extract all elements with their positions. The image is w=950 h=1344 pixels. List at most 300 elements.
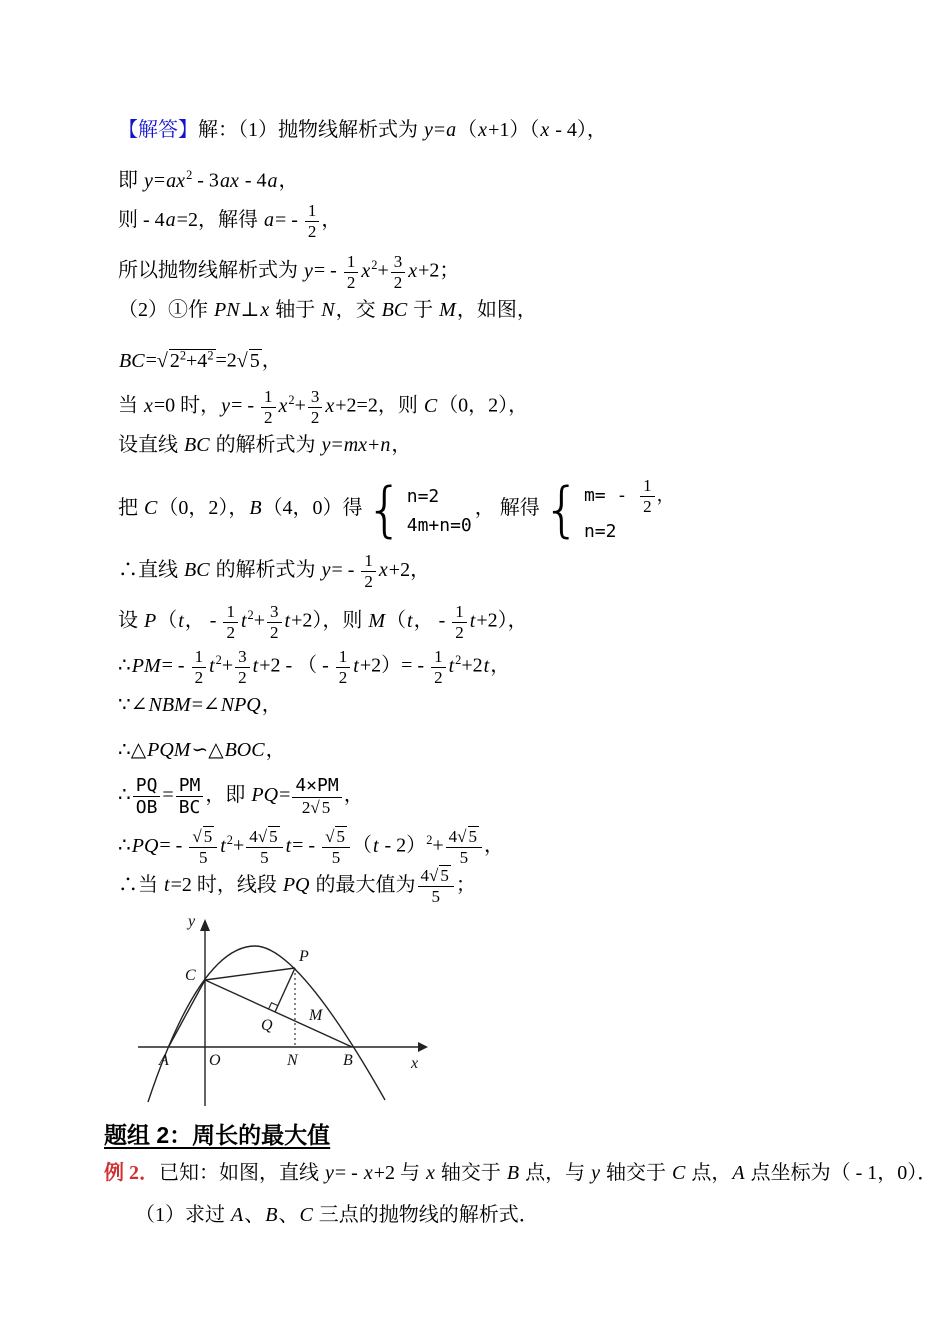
fraction [640,476,655,517]
radical-sign: √ [310,797,320,817]
example-2-question-1 [135,1194,910,1236]
text-run: = [331,434,343,456]
fraction [235,647,250,688]
text-run: （0，2）， [438,394,529,417]
point-label-a: A [159,1052,169,1069]
figure-parabola-graph [130,910,430,1110]
math-var: BC [184,434,210,456]
superscript: 2 [226,833,233,847]
fraction [431,647,446,688]
math-var: x [361,259,371,282]
text-run: 1 [346,251,356,271]
text-run: 的最大值为 [310,874,416,896]
radical-sign: √ [429,865,439,885]
text-run: =∠ [191,694,220,716]
text-run: 的解析式为 [210,559,321,581]
point-label-q: Q [261,1017,273,1034]
superscript: 2 [371,258,378,272]
text-run: = [162,784,174,806]
solution-line-1 [118,108,910,153]
text-run: = - [292,834,321,857]
text-run: ， [484,834,505,857]
text-run: ； [455,874,476,896]
numerator [189,827,217,847]
superscript: 2 [455,653,462,667]
radical-sign: √ [257,826,268,846]
math-var: y [321,559,331,581]
text-run: 解：（1）抛物线解析式为 [198,119,423,141]
numerator [361,551,376,571]
fraction [446,827,482,868]
fraction [246,827,282,868]
text-run: 则 - 4 [118,209,165,231]
math-var: x [408,259,418,282]
text-run: ∵∠ [118,694,148,716]
math-var: NBM [148,694,191,716]
text-run: 1 [307,200,317,220]
math-var: ax [219,169,239,192]
text-run: 、 [278,1204,299,1226]
text-run: ， [321,209,342,231]
math-var: M [368,609,386,632]
text-run: ⊥ [240,299,260,321]
text-run: 3 [393,251,403,271]
solution-block [118,108,910,908]
text-run: 1 [264,386,273,406]
math-var: y [304,259,313,282]
math-var: t [252,654,259,677]
superscript: 2 [215,653,222,667]
text-run: 2 [169,349,180,372]
text-run: +2 [461,654,483,677]
text-run: （ [351,834,372,857]
fraction [308,387,323,428]
math-var: y [325,1162,334,1184]
solution-line-14 [118,728,910,773]
math-var: a [267,169,278,192]
fraction [292,775,341,817]
math-var: PQ [131,834,159,857]
math-var: B [506,1162,520,1184]
text-run: 2 [194,667,204,687]
solution-line-11 [118,593,910,642]
math-var: BC [119,349,145,372]
text-run: 2 [393,272,403,292]
text-run: ， [261,694,282,716]
text-run: 即 [118,169,143,192]
text-run: ， [261,349,282,372]
text-run: （ [386,609,407,632]
numerator [305,201,320,221]
text-run: +2）= - [359,654,430,677]
text-run: （ [457,119,478,141]
sqrt [429,865,451,885]
text-run: ∴ [118,654,131,677]
text-run: 2 [310,407,320,427]
text-run: +2=2，则 [335,394,423,417]
denominator [305,221,320,242]
denominator [292,797,341,818]
point-label-c: C [185,967,196,984]
fraction [176,775,204,818]
text-run: ，如图， [456,299,537,321]
math-var: BC [184,559,210,581]
math-var: PN [214,299,240,321]
solution-line-15 [118,773,910,818]
superscript: 2 [207,348,214,362]
text-run: ， 解得 [474,497,540,519]
math-var: y [591,1162,601,1184]
text-run: + [432,834,444,857]
text-run: ， [490,654,511,677]
text-run: ， [265,739,286,761]
text-run: = [433,119,446,141]
text-run: （1）求过 [135,1204,230,1226]
figure-svg [130,910,430,1110]
text-run: - 2） [379,834,427,857]
text-run: 1 [194,646,204,666]
math-var: C [144,497,158,519]
radicand [439,865,451,885]
equation-system [543,469,675,549]
solution-line-8 [118,423,910,468]
math-var: x [378,559,388,581]
math-var: t [164,874,170,896]
solution-line-3 [118,198,910,243]
text-run: 5 [440,865,449,885]
text-run: 1 [643,475,652,495]
numerator [292,775,341,796]
text-run: =0 时， [153,394,221,417]
fraction [391,252,406,293]
axis-label-x: x [411,1055,419,1072]
numerator [267,602,282,622]
denominator [431,667,446,688]
math-var: y [424,119,433,141]
math-var: ax [166,169,186,192]
text-run: 轴交于 [601,1162,672,1184]
text-run: = [145,349,157,372]
text-run: 5 [199,847,208,867]
point-label-o: O [209,1052,221,1069]
numerator [640,476,655,496]
solution-line-5 [118,288,910,333]
section-2-heading-text: 题组 2：周长的最大值 [104,1122,331,1148]
text-run: +1）（ [488,119,540,141]
numerator [344,252,359,272]
solution-line-16 [118,818,910,867]
text-run: ， [391,434,412,456]
numerator [446,827,482,847]
math-var: M [439,299,456,321]
denominator [336,667,351,688]
y-axis-arrow [200,919,210,931]
sqrt [258,826,280,846]
text-run: 2 [264,407,273,427]
math-var: P [144,609,157,632]
text-run: ， [278,169,299,192]
text-run: 3 [238,646,247,666]
text-run: （ [157,609,178,632]
text-run: （2）①作 [118,299,213,321]
text-run: 于 [408,299,439,321]
text-run: = - [161,654,190,677]
axis-label-y: y [188,913,196,930]
fraction [418,866,454,907]
math-var: a [446,119,457,141]
text-run: +2， [388,559,431,581]
math-var: B [265,1204,278,1226]
math-var: PQ [251,784,279,806]
text-run: + [377,259,389,282]
numerator [452,602,467,622]
text-run: ∴当 [118,874,163,896]
numerator [431,647,446,667]
text-run: 5 [260,847,269,867]
point-label-p: P [299,948,309,965]
fraction [192,647,207,688]
text-run: 4 [448,826,458,846]
text-run: 轴于 [270,299,321,321]
solution-line-12 [118,638,910,687]
text-run: +2），则 [291,609,368,632]
text-run: （4，0）得 [262,497,363,519]
math-var: x [278,394,288,417]
solution-line-6 [118,333,910,378]
text-run: +2）， [476,609,528,632]
text-run: 2 [226,622,235,642]
fraction [361,551,376,592]
text-run: 4 [420,865,430,885]
math-var: t [178,609,184,632]
math-var: t [372,834,379,857]
math-var: x [144,394,153,417]
text-run: = - [313,259,342,282]
text-run: = - [159,834,188,857]
radical-sign: √ [192,826,202,846]
mono-run: 4m+n=0 [406,514,472,536]
text-run: 把 [118,497,143,519]
point-label-n: N [287,1052,298,1069]
text-run: =2 时，线段 [170,874,282,896]
superscript: 2 [288,393,295,407]
equation-system [366,469,472,549]
math-var: BOC [224,739,265,761]
text-run: 点坐标为（ - 1，0）． [745,1162,938,1184]
text-run: 1 [434,646,443,666]
math-var: x [363,1162,373,1184]
denominator [133,796,161,818]
text-run: 2 [346,272,356,292]
text-run: = - [274,209,303,231]
text-run: 已知：如图，直线 [159,1162,324,1184]
denominator [418,886,454,907]
math-var: PQ [282,874,310,896]
solution-line-2 [118,153,910,198]
text-run: 2 [364,571,373,591]
radicand [321,797,333,817]
radicand [335,826,347,846]
segment-pq [275,968,295,1012]
solution-line-17 [118,863,910,908]
numerator [176,775,204,796]
radical-sign: √ [325,826,335,846]
numerator [418,866,454,886]
math-var: x [426,1162,435,1184]
math-var: C [423,394,438,417]
text-run: ， - [184,609,222,632]
mono-run: n=2 [406,485,440,507]
text-run: 1 [338,646,348,666]
radical-sign: √ [236,349,248,372]
numerator [133,775,161,796]
text-run: =2 [215,349,237,372]
mono-run: n=2 [583,520,617,542]
text-run: = - [334,1162,363,1184]
solution-line-13 [118,683,910,728]
mono-run: BC [178,796,201,818]
math-var: NPQ [220,694,261,716]
math-var: mx [343,434,368,456]
sqrt [457,826,479,846]
example-2-statement [104,1152,938,1194]
denominator [361,571,376,592]
solution-line-9 [118,468,910,548]
text-run: 4 [249,826,258,846]
fraction [322,827,350,868]
text-run: 5 [331,847,341,867]
text-run: 5 [468,826,478,846]
mono-run: ， [656,484,675,506]
numerator [322,827,350,847]
text-run: 点， [686,1162,732,1184]
math-var: x [325,394,335,417]
text-run: 所以抛物线解析式为 [118,259,303,282]
text-run: 2 [307,221,317,241]
text-run: （0，2）， [158,497,249,519]
numerator [261,387,276,407]
math-var: t [284,609,291,632]
text-run: 2 [643,496,652,516]
solution-line-7 [118,378,910,427]
math-var: t [240,609,247,632]
fraction [261,387,276,428]
sqrt [310,797,332,817]
sqrt [192,826,214,846]
text-run: 5 [431,886,440,906]
text-run: 2 [238,667,247,687]
numerator [391,252,406,272]
text-run: 设 [118,609,143,632]
x-axis-arrow [418,1042,428,1052]
math-var: A [231,1204,244,1226]
math-var: A [732,1162,745,1184]
sqrt [325,826,347,846]
text-run: 5 [203,826,213,846]
superscript: 2 [186,168,193,182]
text-run: 当 [118,394,143,417]
text-run: 1 [455,601,464,621]
fraction [189,827,217,868]
equation-row [584,517,675,546]
math-var: t [407,609,413,632]
equation-rows [584,476,675,546]
math-var: x [260,299,270,321]
point-label-b: B [343,1052,353,1069]
math-var: t [353,654,359,677]
colored-label: 例 2． [104,1162,159,1184]
section-2-heading [104,1118,910,1152]
text-run: 三点的抛物线的解析式． [313,1204,539,1226]
text-run: 点，与 [520,1162,591,1184]
equation-row [584,476,675,517]
fraction [267,602,282,643]
text-run: + [221,654,234,677]
text-run: +2 与 [373,1162,426,1184]
math-var: t [285,834,292,857]
text-run: ∴直线 [118,559,183,581]
math-var: C [299,1204,313,1226]
text-run: +2； [418,259,460,282]
text-run: 轴交于 [435,1162,506,1184]
numerator [336,647,351,667]
text-run: ， [343,784,364,806]
chord-ac [169,980,206,1047]
math-var: a [165,209,176,231]
sqrt [157,349,216,372]
math-var: t [209,654,215,677]
text-run: 、 [244,1204,265,1226]
text-run: ，即 [205,784,251,806]
point-label-m: M [309,1007,323,1024]
numerator [223,602,238,622]
equation-row [407,511,472,540]
math-var: y [144,169,153,192]
math-var: PM [131,654,161,677]
numerator [308,387,323,407]
text-run: 3 [270,601,279,621]
equation-row [407,482,472,511]
colored-label: 【解答】 [118,119,198,141]
text-run: ∽△ [191,739,224,761]
text-run: =2，解得 [176,209,263,231]
radicand [268,826,280,846]
chord-cp [205,968,295,980]
text-run: + [253,609,265,632]
math-var: B [249,497,262,519]
text-run: 5 [249,349,260,372]
math-var: BC [381,299,408,321]
math-var: y [221,394,231,417]
sqrt [237,349,262,372]
math-var: x [478,119,488,141]
text-run: 的解析式为 [210,434,321,456]
text-run: = - [231,394,260,417]
denominator [176,796,204,818]
fraction [452,602,467,643]
mono-run: OB [135,796,158,818]
fraction [305,201,320,242]
math-var: t [448,654,455,677]
fraction [133,775,161,818]
math-var: C [672,1162,686,1184]
text-run: 2 [270,622,279,642]
text-run: ∴△ [118,739,147,761]
math-var: a [263,209,274,231]
text-run: 2 [301,797,311,817]
text-run: - 4 [239,169,267,192]
numerator [235,647,250,667]
